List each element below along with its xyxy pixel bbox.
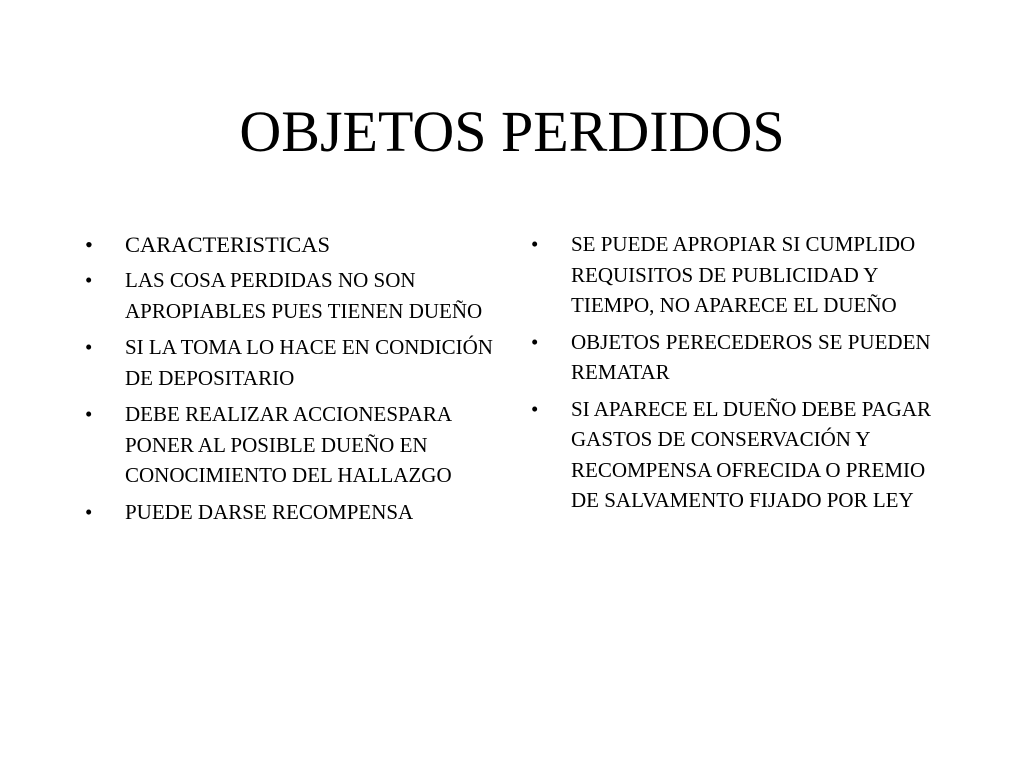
list-item	[85, 399, 505, 491]
list-item-text: SI LA TOMA LO HACE EN CONDICIÓN DE DEPOSITARIO	[125, 335, 493, 390]
list-item-text: OBJETOS PERECEDEROS SE PUEDEN REMATAR	[571, 329, 931, 384]
list-item-text: DEBE REALIZAR ACCIONESPARA PONER AL POSIBLE DUEÑO EN CONOCIMIENTO DEL HALLAZGO	[125, 402, 452, 487]
list-item	[85, 497, 505, 528]
list-item-text: CARACTERISTICAS	[125, 232, 331, 257]
list-item-text: LAS COSA PERDIDAS NO SON APROPIABLES PUES TIENEN DUEÑO	[125, 268, 483, 323]
list-item-text: PUEDE DARSE RECOMPENSA	[125, 499, 414, 524]
list-item	[531, 327, 931, 388]
bullet-icon: •	[85, 499, 93, 524]
bullet-icon: •	[85, 232, 93, 257]
list-item-text: SI APARECE EL DUEÑO DEBE PAGAR GASTOS DE CONSERVACIÓN Y RECOMPENSA OFRECIDA O PREMIO DE SALVAMENTO FIJADO POR LEY	[571, 396, 931, 512]
bullet-icon: •	[531, 396, 539, 421]
left-bullet-list	[85, 229, 505, 533]
slide-title: OBJETOS PERDIDOS	[239, 99, 785, 164]
list-item-text: SE PUEDE APROPIAR SI CUMPLIDO REQUISITOS DE PUBLICIDAD Y TIEMPO, NO APARECE EL DUEÑO	[571, 232, 916, 317]
list-item	[85, 265, 505, 326]
list-item	[531, 394, 931, 516]
list-item	[531, 229, 931, 321]
list-item	[85, 229, 505, 261]
bullet-icon: •	[531, 232, 539, 256]
list-item	[85, 332, 505, 393]
bullet-icon: •	[531, 329, 539, 354]
bullet-icon: •	[85, 268, 93, 292]
bullet-icon: •	[85, 335, 93, 359]
bullet-icon: •	[85, 402, 93, 426]
right-bullet-list	[531, 229, 931, 522]
